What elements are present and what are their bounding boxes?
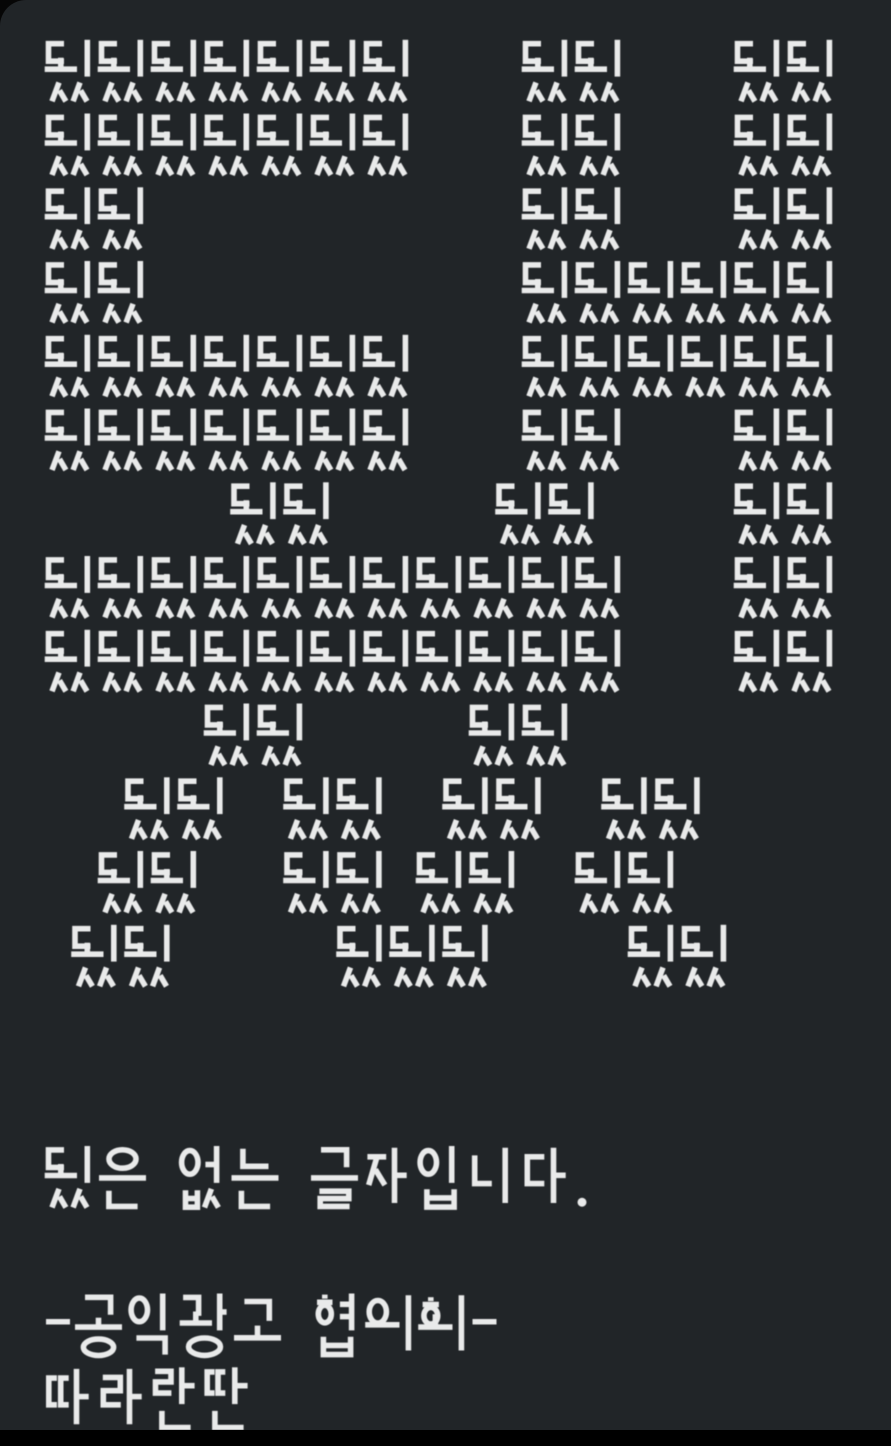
letterbox-bar bbox=[0, 1430, 891, 1446]
